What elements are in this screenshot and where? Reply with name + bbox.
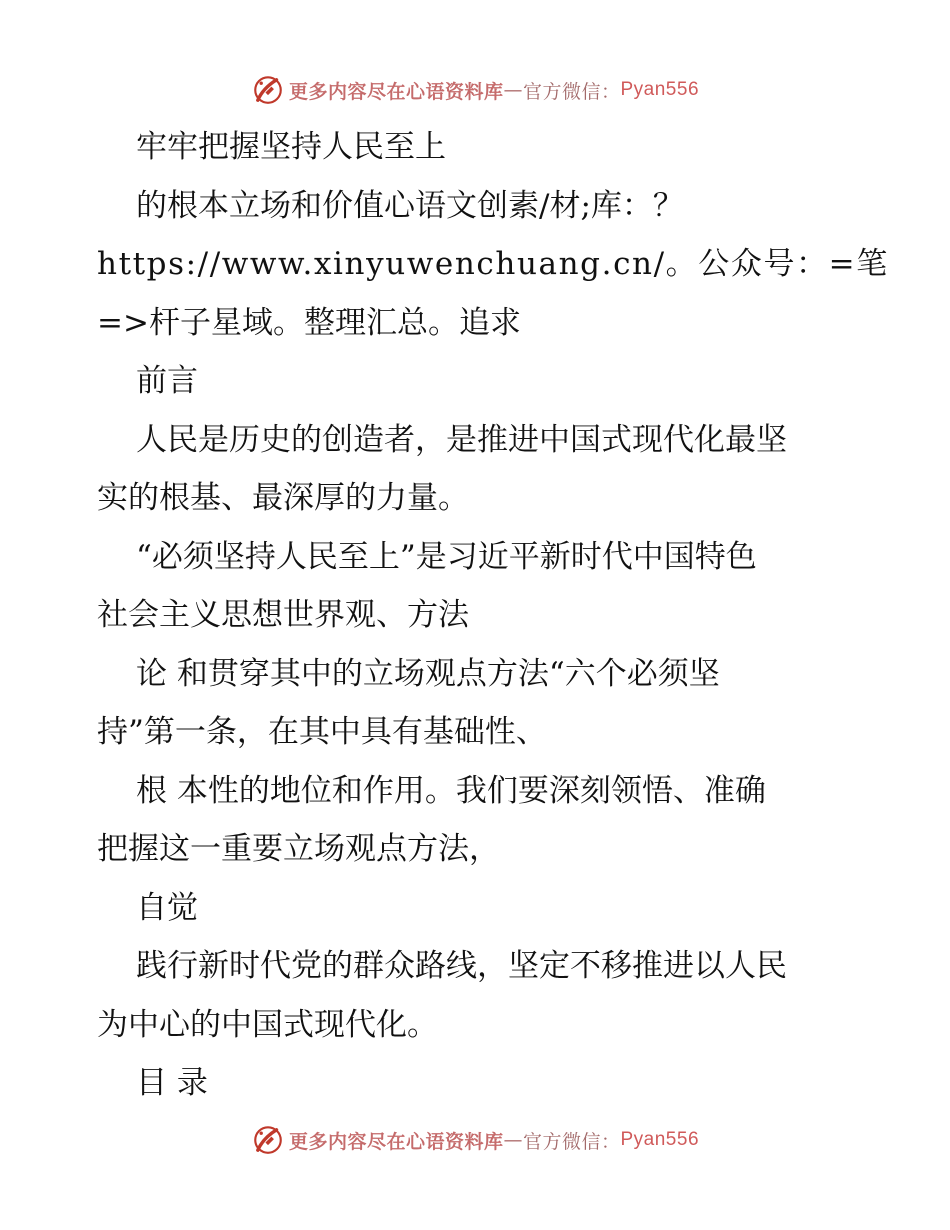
document-title-line: 牢牢把握坚持人民至上: [136, 129, 446, 165]
document-line: 论 和贯穿其中的立场观点方法“六个必须坚: [136, 655, 720, 692]
pen-nib-logo-icon: [251, 73, 285, 107]
banner-main-text: 更多内容尽在心语资料库: [288, 1130, 504, 1153]
banner-wechat-id: Pyan556: [620, 1129, 700, 1150]
document-line: 践行新时代党的群众路线，坚定不移推进以人民: [136, 948, 787, 984]
banner-wechat-label: 官方微信：: [522, 1130, 621, 1153]
section-heading-preface: 前言: [136, 363, 198, 399]
document-line: 人民是历史的创造者，是推进中国式现代化最坚: [136, 421, 787, 458]
document-line: 自觉: [136, 889, 198, 926]
banner-wechat-label: 官方微信：: [522, 80, 621, 103]
document-line: “必须坚持人民至上”是习近平新时代中国特色: [136, 538, 757, 575]
banner-wechat-id: Pyan556: [620, 79, 700, 100]
document-line: =>杆子星域。整理汇总。追求: [97, 304, 521, 341]
document-line: 实的根基、最深厚的力量。: [97, 480, 469, 516]
document-line: 持”第一条，在其中具有基础性、: [97, 714, 547, 750]
document-line: https://www.xinyuwenchuang.cn/。公众号：=笔: [97, 246, 889, 282]
document-line: 社会主义思想世界观、方法: [97, 597, 469, 633]
document-line: 的根本立场和价值心语文创素/材;库：？: [136, 187, 684, 224]
footer-watermark-banner: [0, 1120, 950, 1160]
document-line: 把握这一重要立场观点方法，: [97, 831, 500, 867]
document-body: [97, 118, 889, 1113]
pen-nib-logo-icon: [251, 1123, 285, 1157]
header-watermark-banner: [0, 70, 950, 110]
banner-dash: —: [503, 79, 523, 101]
section-heading-toc: 目 录: [136, 1065, 208, 1101]
document-line: 根 本性的地位和作用。我们要深刻领悟、准确: [136, 772, 766, 809]
document-line: 为中心的中国式现代化。: [97, 1006, 438, 1043]
banner-main-text: 更多内容尽在心语资料库: [288, 80, 504, 103]
banner-dash: —: [503, 1129, 523, 1151]
